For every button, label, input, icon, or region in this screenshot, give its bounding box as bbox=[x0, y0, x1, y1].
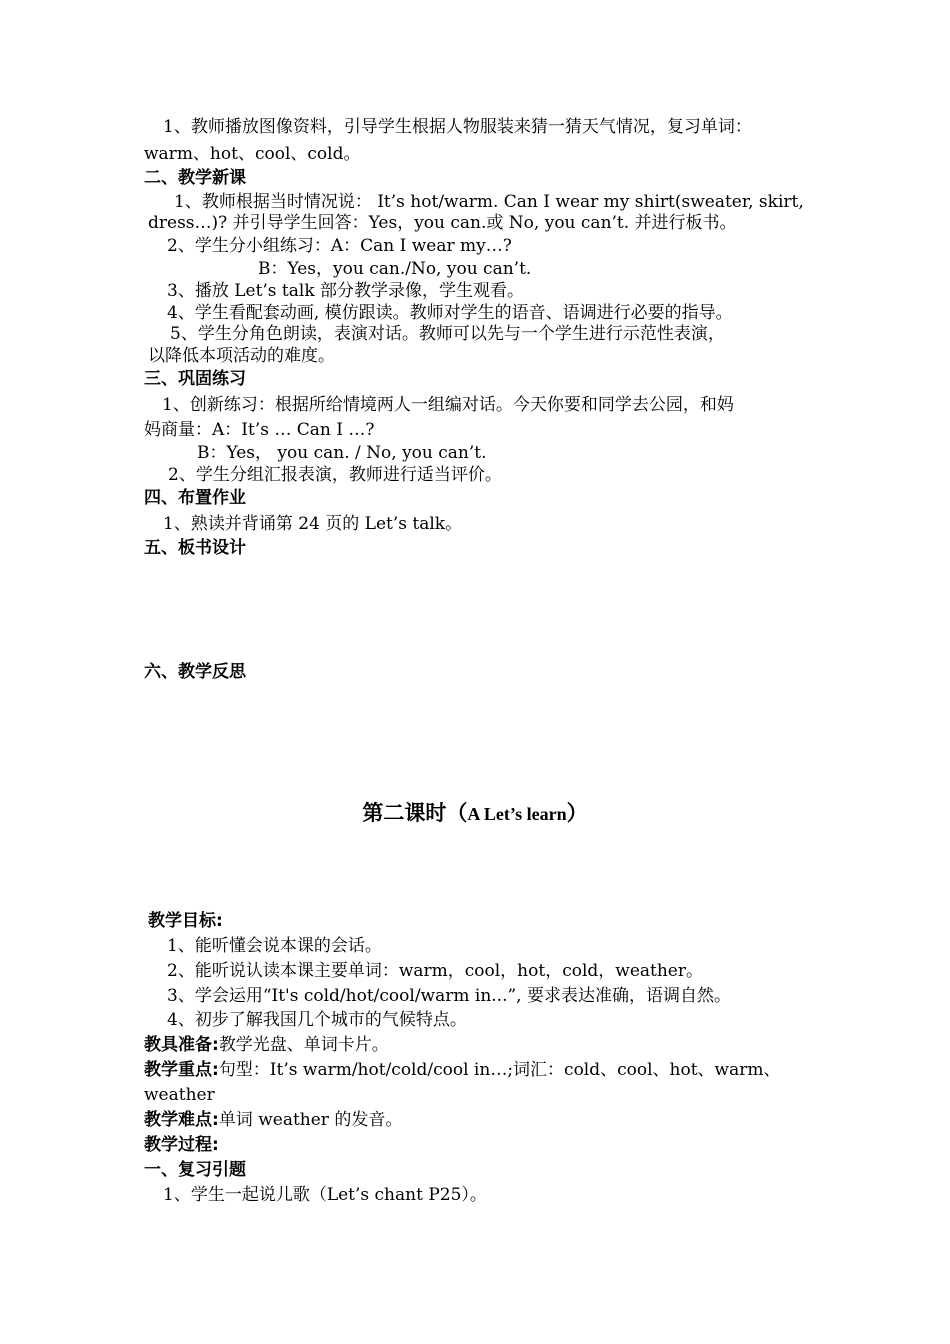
review-item-1-line-1: 1、教师播放图像资料，引导学生根据人物服装来猜一猜天气情况，复习单词： bbox=[163, 117, 752, 137]
new-item-1-line-2: dress…)? 并引导学生回答：Yes，you can.或 No, you can’t. 并进行板书。 bbox=[148, 213, 737, 233]
new-item-2-line-1: 2、学生分小组练习：A：Can I wear my…? bbox=[167, 236, 512, 256]
lesson-2-title bbox=[0, 797, 950, 827]
new-item-4: 4、学生看配套动画, 模仿跟读。教师对学生的语音、语调进行必要的指导。 bbox=[167, 303, 733, 323]
key-points-label: 教学重点: bbox=[144, 1060, 219, 1080]
new-item-5-line-2: 以降低本项活动的难度。 bbox=[148, 346, 335, 366]
process-heading: 教学过程: bbox=[144, 1135, 219, 1155]
section-4-heading: 四、布置作业 bbox=[144, 488, 246, 508]
new-item-2-line-2: B：Yes，you can./No, you can’t. bbox=[258, 259, 532, 279]
materials-label: 教具准备: bbox=[144, 1035, 219, 1055]
key-points-text: 句型：It’s warm/hot/cold/cool in…;词汇：cold、cool、hot、warm、 bbox=[218, 1060, 781, 1080]
review-item-1-line-2: warm、hot、cool、cold。 bbox=[144, 144, 361, 164]
practice-item-2: 2、学生分组汇报表演，教师进行适当评价。 bbox=[168, 465, 502, 485]
materials-text: 教学光盘、单词卡片。 bbox=[218, 1035, 389, 1055]
new-item-1-line-1: 1、教师根据当时情况说： It’s hot/warm. Can I wear my shirt(sweater, skirt, bbox=[174, 192, 804, 212]
section-5-heading: 五、板书设计 bbox=[144, 538, 246, 558]
difficulty-row bbox=[144, 1109, 402, 1131]
practice-item-1-line-1: 1、创新练习：根据所给情境两人一组编对话。今天你要和同学去公园，和妈 bbox=[162, 395, 734, 415]
key-points-line-2: weather bbox=[144, 1085, 215, 1105]
section-3-heading: 三、巩固练习 bbox=[144, 369, 246, 389]
materials-row bbox=[144, 1034, 389, 1056]
goal-1: 1、能听懂会说本课的会话。 bbox=[167, 936, 382, 956]
goals-heading: 教学目标: bbox=[148, 911, 223, 931]
lesson-2-title-close: ） bbox=[566, 801, 588, 825]
new-item-3: 3、播放 Let’s talk 部分教学录像，学生观看。 bbox=[167, 281, 525, 301]
section-6-heading: 六、教学反思 bbox=[144, 662, 246, 682]
lesson-2-title-en: A Let’s learn bbox=[467, 804, 567, 824]
goal-4: 4、初步了解我国几个城市的气候特点。 bbox=[167, 1010, 467, 1030]
lesson-2-title-cn: 第二课时（ bbox=[362, 801, 468, 825]
practice-item-1-line-2: 妈商量：A：It’s … Can I …? bbox=[144, 420, 375, 440]
section-2-heading: 二、教学新课 bbox=[144, 168, 246, 188]
new-item-5-line-1: 5、学生分角色朗读，表演对话。教师可以先与一个学生进行示范性表演， bbox=[170, 324, 725, 344]
homework-item-1: 1、熟读并背诵第 24 页的 Let’s talk。 bbox=[163, 514, 463, 534]
difficulty-text: 单词 weather 的发音。 bbox=[218, 1110, 403, 1130]
goal-2: 2、能听说认读本课主要单词：warm，cool，hot，cold，weather。 bbox=[167, 961, 703, 981]
key-points-row bbox=[144, 1059, 781, 1081]
lesson-2-review-item-1: 1、学生一起说儿歌（Let’s chant P25）。 bbox=[163, 1185, 487, 1205]
practice-item-1-line-3: B：Yes， you can. / No, you can’t. bbox=[197, 443, 487, 463]
goal-3: 3、学会运用“It's cold/hot/cool/warm in...”, 要求表达准确，语调自然。 bbox=[167, 986, 731, 1006]
section-1-heading: 一、复习引题 bbox=[144, 1160, 246, 1180]
difficulty-label: 教学难点: bbox=[144, 1110, 219, 1130]
